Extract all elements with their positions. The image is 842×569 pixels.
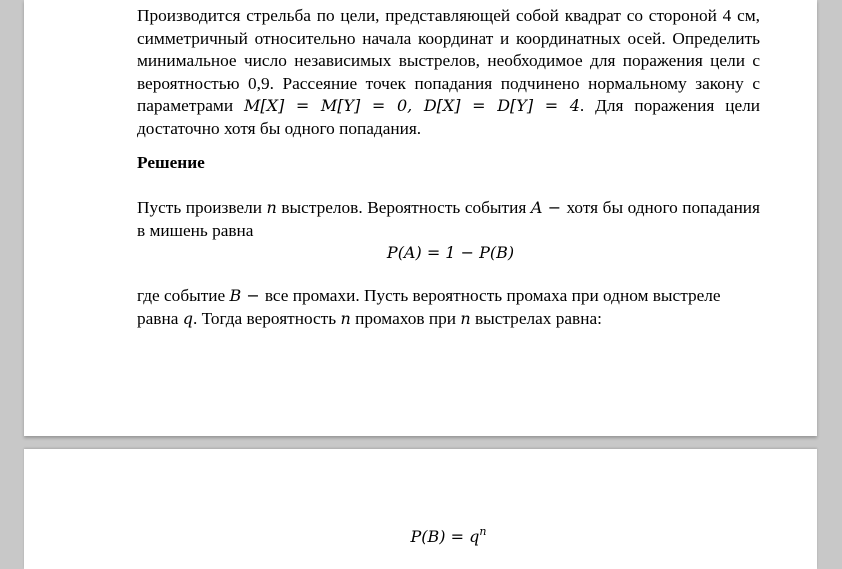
p2-text-4: промахов при (350, 308, 461, 328)
p1-text-3: хотя бы одного попадания в мишень равна (137, 198, 761, 240)
p1-dash: − (542, 198, 567, 217)
p2-var-n-1: n (340, 308, 351, 328)
problem-math-parameters: M[X] = M[Y] = 0, D[X] = D[Y] = 4 (243, 96, 580, 116)
formula2-base: P(B) = q (410, 527, 480, 546)
formula2-exponent: n (479, 525, 487, 538)
p2-text-5: выстрелах равна: (470, 308, 602, 328)
p2-text-3: . Тогда вероятность (192, 308, 341, 328)
document-page-1 (24, 0, 817, 436)
solution-heading: Решение (137, 153, 205, 172)
document-page-2 (24, 449, 817, 569)
problem-text-after-math: . Для поражения цели достаточно хотя бы одного попадания. (137, 96, 760, 138)
problem-statement (137, 5, 760, 141)
solution-paragraph-1 (137, 197, 760, 242)
p2-var-b: B (229, 286, 242, 305)
p2-var-q: q (182, 308, 193, 328)
p1-var-a: A (530, 198, 543, 217)
formula-probability-a: P(A) = 1 − P(B) (386, 243, 515, 262)
p1-var-n: n (266, 198, 277, 217)
p2-text-2: все промахи. Пусть вероятность промаха при одном выстреле равна (137, 286, 721, 328)
solution-paragraph-2 (137, 285, 760, 330)
formula-probability-b (137, 527, 760, 546)
p2-var-n-2: n (460, 308, 471, 328)
p2-dash: − (241, 286, 265, 305)
p1-text-2: выстрелов. Вероятность события (276, 198, 531, 217)
problem-text-before-math: Производится стрельба по цели, представляющей собой квадрат со стороной 4 см, симметричный относительно начала координат и координатных осей. Определить минимальное число независимых выстрелов, необходимое для поражения цели с вероятностью 0,9. Рассеяние точек попадания подчинено нормальному закону с параметрами (137, 6, 760, 116)
p1-text-1: Пусть произвели (137, 198, 267, 217)
p2-text-1: где событие (137, 286, 230, 305)
